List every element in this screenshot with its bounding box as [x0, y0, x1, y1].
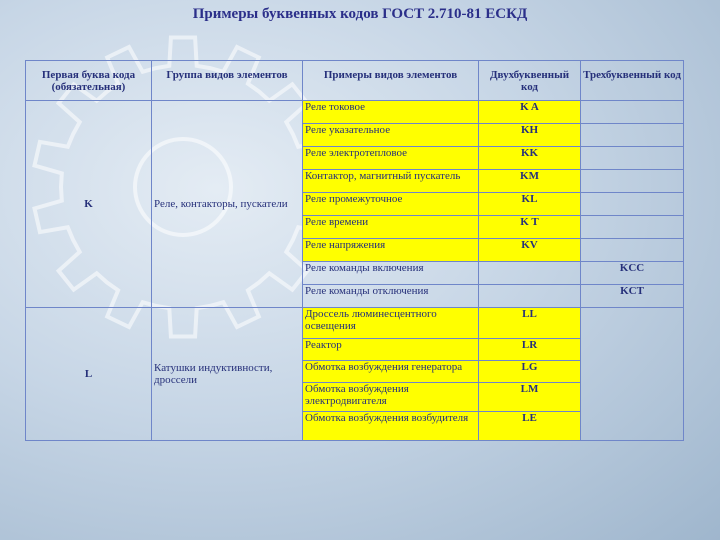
example-cell: Реле напряжения — [303, 239, 479, 262]
page-title: Примеры буквенных кодов ГОСТ 2.710-81 ЕСКД — [192, 6, 528, 22]
code3-cell — [581, 101, 684, 124]
header-first-letter: Первая буква кода (обязательная) — [26, 61, 152, 101]
code2-cell — [479, 285, 581, 308]
example-cell: Обмотка возбуждения возбудителя — [303, 412, 479, 441]
code2-cell: KK — [479, 147, 581, 170]
code2-cell: LL — [479, 308, 581, 339]
example-cell: Реле команды отключения — [303, 285, 479, 308]
code2-cell: LG — [479, 361, 581, 383]
table-row — [26, 101, 684, 124]
code3-cell — [581, 193, 684, 216]
header-two-letter: Двухбуквенный код — [479, 61, 581, 101]
code3-cell — [581, 147, 684, 170]
code2-cell: KH — [479, 124, 581, 147]
gost-codes-table — [25, 60, 684, 441]
code3-cell: KCC — [581, 262, 684, 285]
example-cell: Реле токовое — [303, 101, 479, 124]
example-cell: Контактор, магнитный пускатель — [303, 170, 479, 193]
code3-cell — [581, 308, 684, 441]
code3-cell — [581, 124, 684, 147]
example-cell: Реле указательное — [303, 124, 479, 147]
code2-cell: KL — [479, 193, 581, 216]
code3-cell — [581, 239, 684, 262]
example-cell: Реле электротепловое — [303, 147, 479, 170]
code2-cell: K A — [479, 101, 581, 124]
code3-cell — [581, 216, 684, 239]
code3-cell — [581, 170, 684, 193]
code2-cell: LE — [479, 412, 581, 441]
letter-l: L — [26, 308, 152, 441]
code2-cell — [479, 262, 581, 285]
group-k: Реле, контакторы, пускатели — [152, 101, 303, 308]
header-group: Группа видов элементов — [152, 61, 303, 101]
example-cell: Реле времени — [303, 216, 479, 239]
example-cell: Обмотка возбуждения генератора — [303, 361, 479, 383]
example-cell: Дроссель люминесцентного освещения — [303, 308, 479, 339]
header-examples: Примеры видов элементов — [303, 61, 479, 101]
code2-cell: KM — [479, 170, 581, 193]
example-cell: Реле промежуточное — [303, 193, 479, 216]
code2-cell: LM — [479, 383, 581, 412]
table-header-row — [26, 61, 684, 101]
code2-cell: KV — [479, 239, 581, 262]
example-cell: Реле команды включения — [303, 262, 479, 285]
example-cell: Реактор — [303, 339, 479, 361]
code2-cell: LR — [479, 339, 581, 361]
header-three-letter: Трехбуквенный код — [581, 61, 684, 101]
code2-cell: K T — [479, 216, 581, 239]
table-row — [26, 308, 684, 339]
group-l: Катушки индуктивности, дроссели — [152, 308, 303, 441]
example-cell: Обмотка возбуждения электродвигателя — [303, 383, 479, 412]
code3-cell: KCT — [581, 285, 684, 308]
letter-k: K — [26, 101, 152, 308]
